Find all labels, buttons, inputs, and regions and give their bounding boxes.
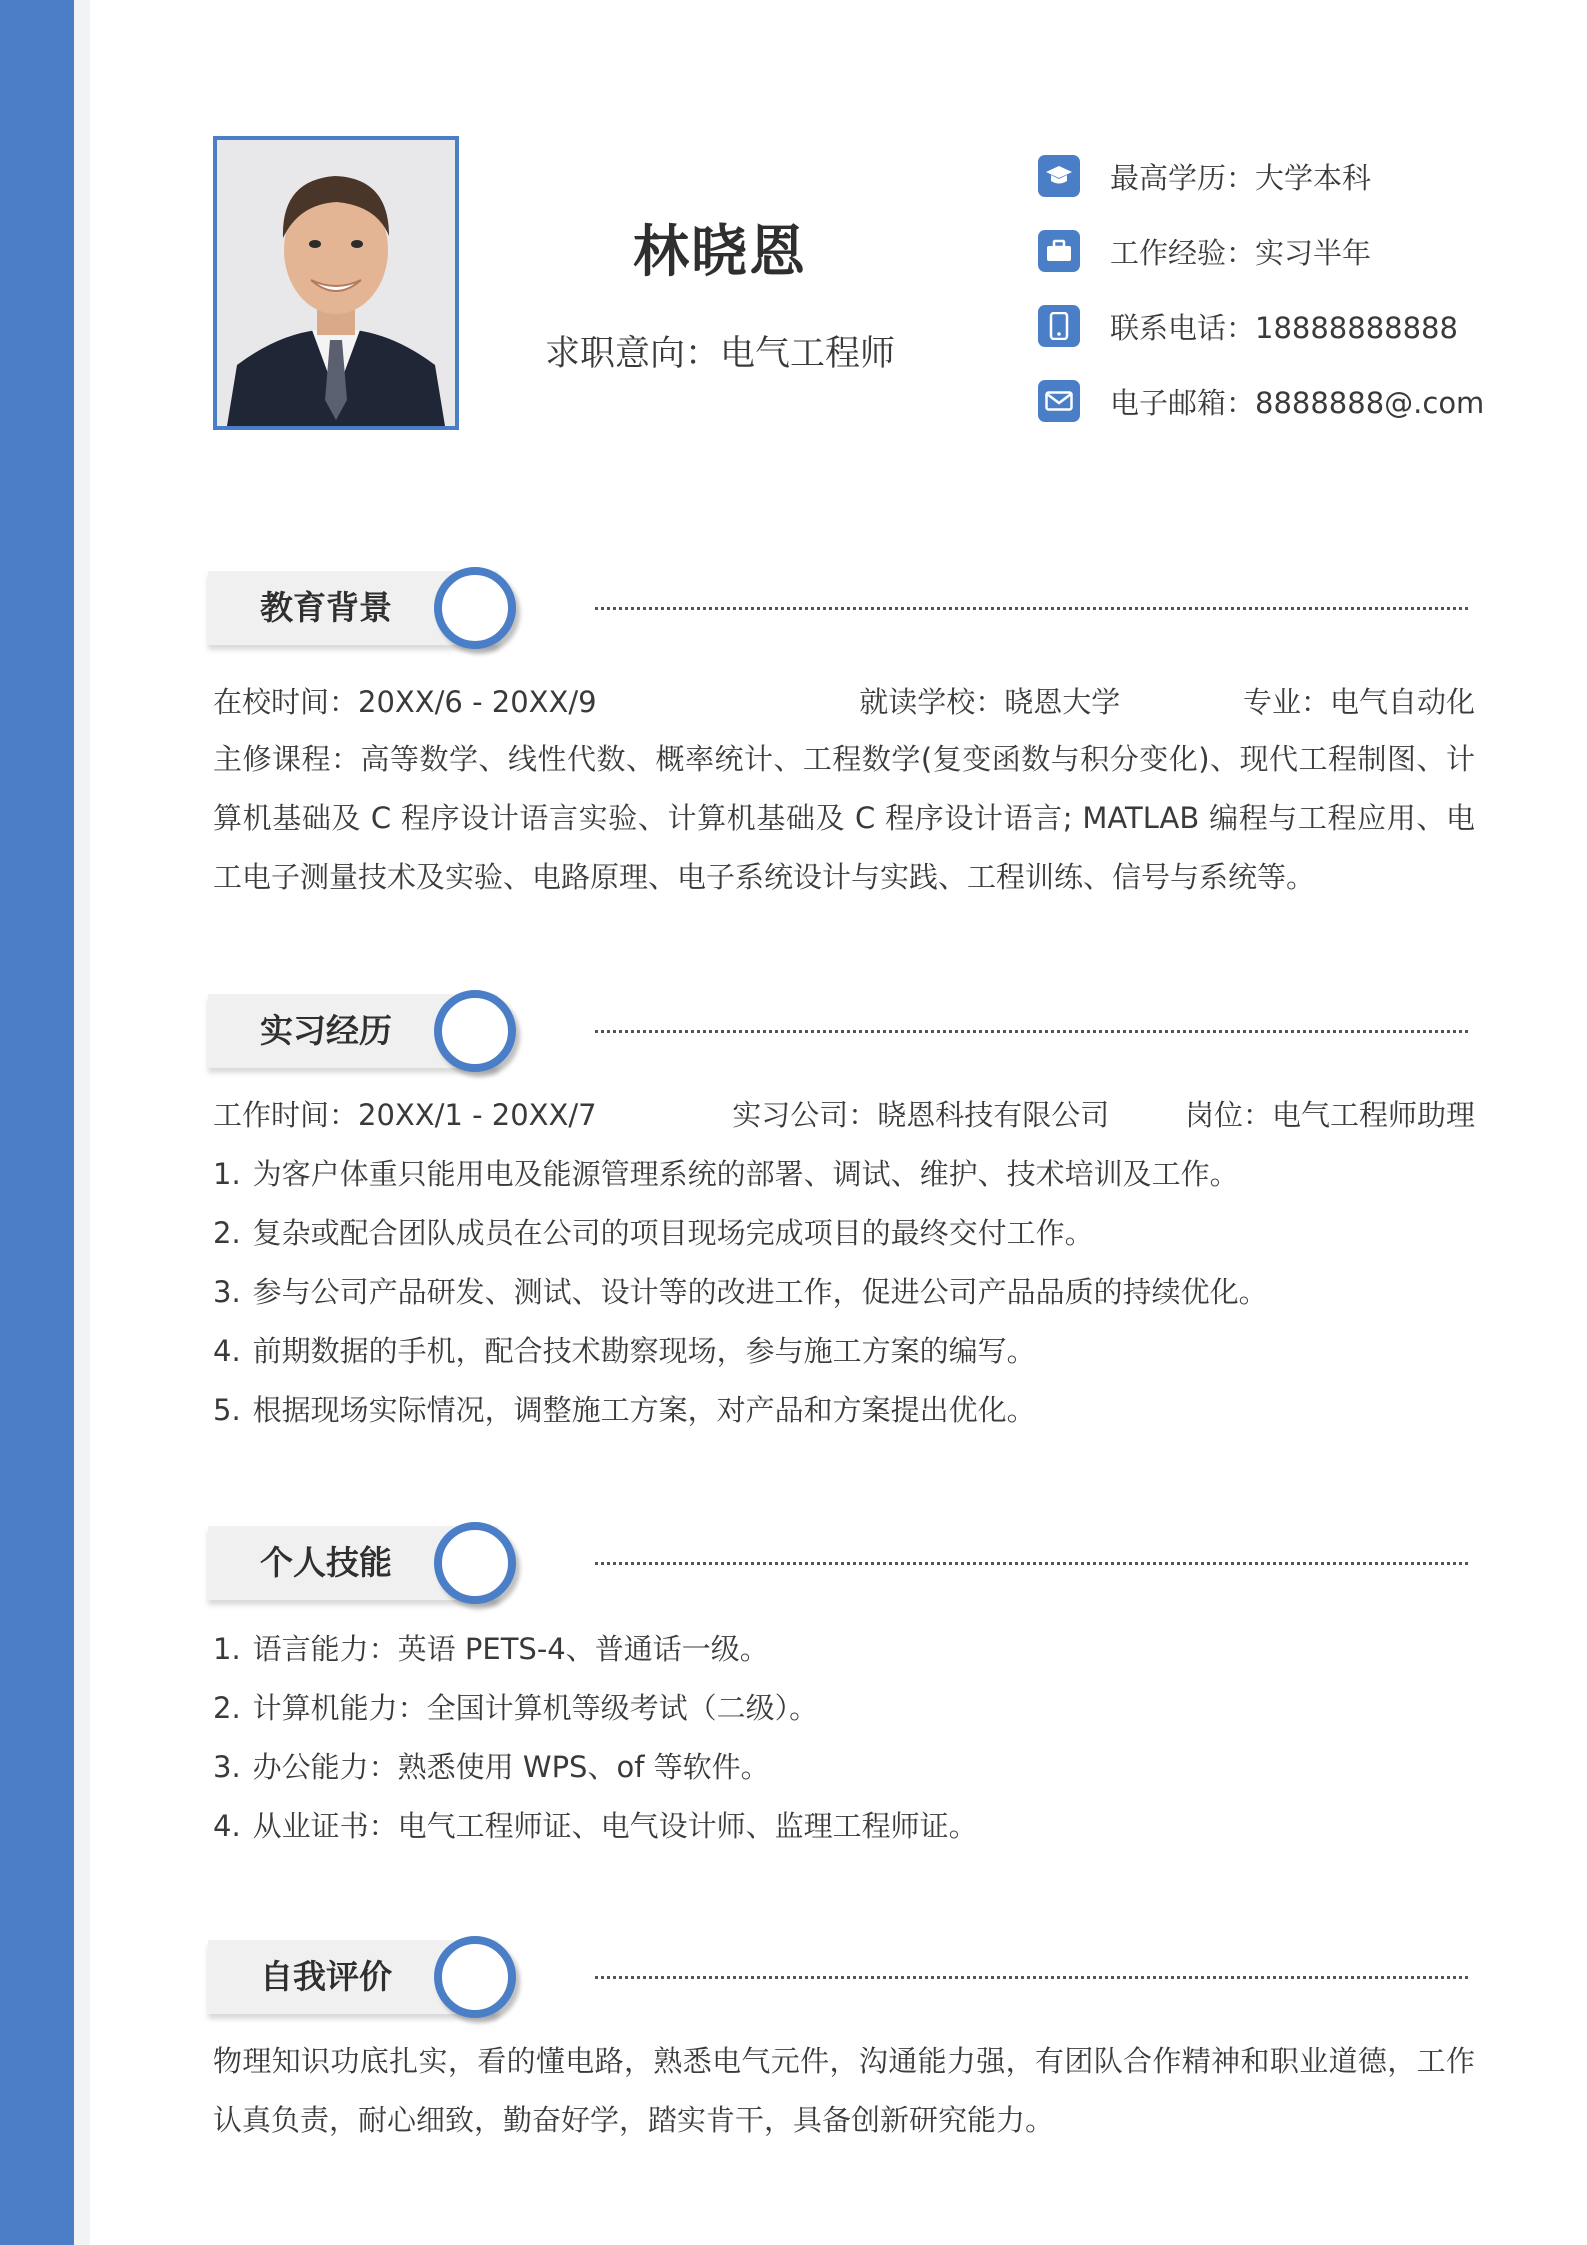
- candidate-name: 林晓恩: [633, 220, 807, 285]
- internship-time: 工作时间：20XX/1 - 20XX/7: [213, 1098, 597, 1132]
- internship-position: 岗位：电气工程师助理: [1184, 1098, 1475, 1132]
- internship-summary-row: [213, 1093, 1475, 1134]
- section-title: 自我评价: [260, 1957, 392, 1996]
- education-courses: 主修课程：高等数学、线性代数、概率统计、工程数学(复变函数与积分变化)、现代工程制图、计算机基础及 C 程序设计语言实验、计算机基础及 C 程序设计语言; MATLAB 编程与工程应用、电工电子测量技术及实验、电路原理、电子系统设计与实践、工程训练、信号与系统等。: [213, 742, 1475, 894]
- section-divider: [595, 1030, 1468, 1033]
- education-school: 就读学校：晓恩大学: [859, 685, 1121, 719]
- list-item: 4. 从业证书：电气工程师证、电气设计师、监理工程师证。: [213, 1809, 978, 1843]
- info-phone-text: 联系电话：18888888888: [1110, 310, 1458, 345]
- envelope-icon: [1038, 380, 1080, 422]
- left-bar-shadow: [74, 0, 90, 2245]
- section-title: 个人技能: [260, 1543, 392, 1582]
- info-experience: [1038, 229, 1371, 273]
- info-education-text: 最高学历：大学本科: [1110, 160, 1372, 195]
- job-intent: 求职意向：电气工程师: [544, 334, 895, 374]
- section-title: 实习经历: [260, 1011, 392, 1050]
- list-item: 5. 根据现场实际情况，调整施工方案，对产品和方案提出优化。: [213, 1393, 1036, 1427]
- info-education: [1038, 154, 1371, 198]
- briefcase-icon: [1038, 230, 1080, 272]
- section-divider: [595, 1562, 1468, 1565]
- info-email: [1038, 379, 1484, 423]
- phone-icon: [1038, 305, 1080, 347]
- list-item: 2. 复杂或配合团队成员在公司的项目现场完成项目的最终交付工作。: [213, 1216, 1094, 1250]
- avatar-illustration: [217, 140, 455, 426]
- profile-photo: [213, 136, 459, 430]
- list-item: 1. 为客户体重只能用电及能源管理系统的部署、调试、维护、技术培训及工作。: [213, 1157, 1239, 1191]
- info-phone: [1038, 304, 1458, 348]
- list-item: 4. 前期数据的手机，配合技术勘察现场，参与施工方案的编写。: [213, 1334, 1036, 1368]
- section-circle-icon: [434, 1522, 516, 1604]
- education-summary-row: [213, 680, 1475, 721]
- section-internship-header: [208, 994, 1468, 1074]
- left-accent-bar: [0, 0, 74, 2245]
- section-skills-header: [208, 1526, 1468, 1606]
- section-circle-icon: [434, 1936, 516, 2018]
- list-item: 2. 计算机能力：全国计算机等级考试（二级）。: [213, 1691, 819, 1725]
- list-item: 1. 语言能力：英语 PETS-4、普通话一级。: [213, 1632, 769, 1666]
- education-time: 在校时间：20XX/6 - 20XX/9: [213, 685, 597, 719]
- list-item: 3. 参与公司产品研发、测试、设计等的改进工作，促进公司产品品质的持续优化。: [213, 1275, 1268, 1309]
- education-major: 专业：电气自动化: [1242, 685, 1475, 719]
- section-title: 教育背景: [260, 588, 392, 627]
- info-email-text: 电子邮箱：8888888@.com: [1110, 385, 1485, 420]
- section-divider: [595, 1976, 1468, 1979]
- graduation-cap-icon: [1038, 155, 1080, 197]
- internship-company: 实习公司：晓恩科技有限公司: [732, 1098, 1110, 1132]
- section-self-eval-header: [208, 1940, 1468, 2020]
- info-experience-text: 工作经验：实习半年: [1110, 235, 1372, 270]
- section-education-header: [208, 571, 1468, 651]
- section-circle-icon: [434, 990, 516, 1072]
- section-circle-icon: [434, 567, 516, 649]
- list-item: 3. 办公能力：熟悉使用 WPS、of 等软件。: [213, 1750, 770, 1784]
- section-divider: [595, 607, 1468, 610]
- self-eval-text: 物理知识功底扎实，看的懂电路，熟悉电气元件，沟通能力强，有团队合作精神和职业道德，工作认真负责，耐心细致，勤奋好学，踏实肯干，具备创新研究能力。: [213, 2044, 1475, 2137]
